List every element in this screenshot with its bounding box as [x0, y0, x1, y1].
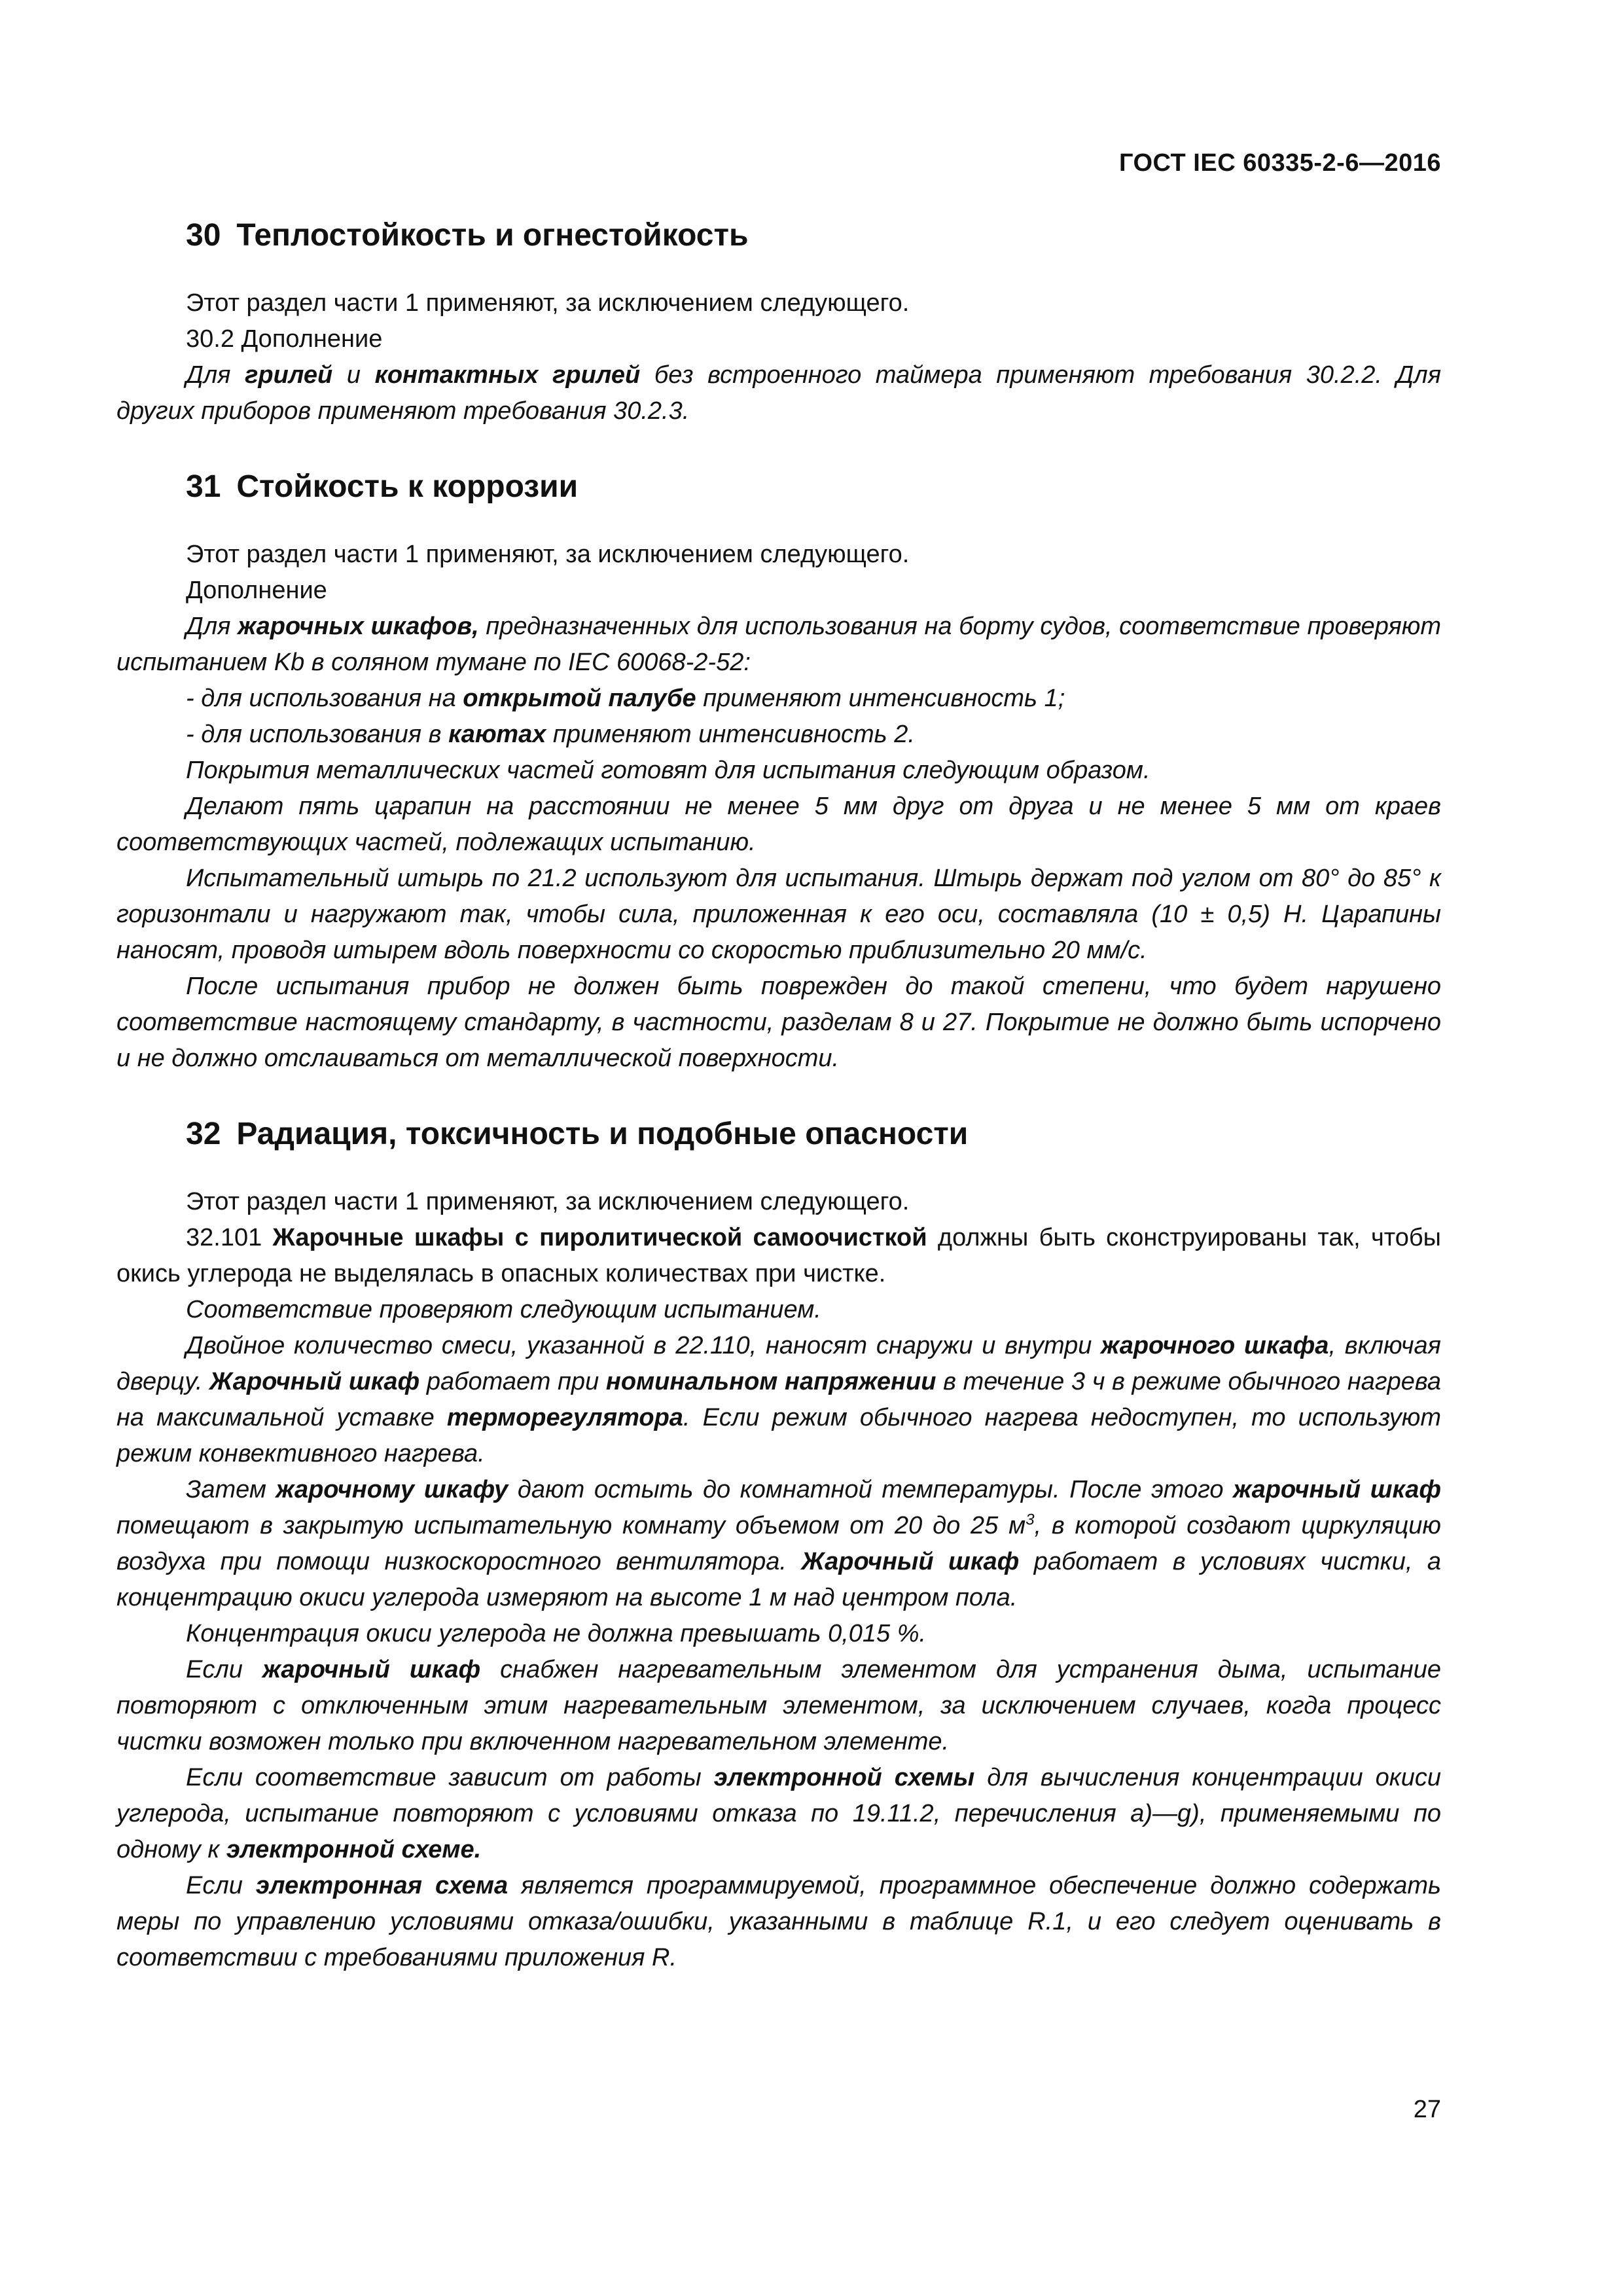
superscript: 3	[1026, 1511, 1035, 1529]
paragraph: Покрытия металлических частей готовят для испытания следующим образом.	[186, 757, 1150, 784]
clause-label: Дополнение	[186, 577, 327, 604]
section-title: Стойкость к коррозии	[236, 469, 579, 504]
defined-term: грилей	[245, 361, 333, 389]
paragraph: После испытания прибор не должен быть поврежден до такой степени, что будет нарушено соответствие настоящему стандарту, в частности, разделам 8 и 27. Покрытие не должно быть испорчено и не должно отслаиваться от металлической поверхности.	[116, 973, 1441, 1072]
paragraph: Соответствие проверяют следующим испытанием.	[186, 1296, 821, 1323]
paragraph: Этот раздел части 1 применяют, за исключением следующего.	[186, 1188, 910, 1215]
list-item: - для использования в каютах применяют интенсивность 2.	[186, 721, 915, 748]
clause-paragraph: 32.101 Жарочные шкафы с пиролитической самоочисткой должны быть сконструированы так, чтобы окись углерода не выделялась в опасных количествах при чистке.	[116, 1224, 1441, 1287]
paragraph: Концентрация окиси углерода не должна превышать 0,015 %.	[186, 1620, 927, 1647]
defined-term: номинальном напряжении	[605, 1368, 936, 1395]
page-number: 27	[1413, 2096, 1441, 2123]
defined-term: жарочный шкаф	[262, 1656, 481, 1683]
defined-term: Жарочный шкаф	[209, 1368, 420, 1395]
defined-term: Жарочный шкаф	[801, 1548, 1020, 1575]
paragraph: Если электронная схема является программируемой, программное обеспечение должно содержать меры по управлению условиями отказа/ошибки, указанными в таблице R.1, и его следует оценивать в соответствии с требованиями приложения R.	[116, 1872, 1441, 1971]
paragraph: Испытательный штырь по 21.2 используют для испытания. Штырь держат под углом от 80° до 85° к горизонтали и нагружают так, чтобы сила, приложенная к его оси, составляла (10 ± 0,5) Н. Царапины наносят, проводя штырем вдоль поверхности со скоростью приблизительно 20 мм/с.	[116, 865, 1441, 964]
section-number: 31	[186, 469, 221, 504]
defined-term: жарочных шкафов,	[238, 613, 479, 640]
paragraph: Двойное количество смеси, указанной в 22.110, наносят снаружи и внутри жарочного шкафа, включая дверцу. Жарочный шкаф работает при номинальном напряжении в течение 3 ч в режиме обычного нагрева на максимальной уставке терморегулятора. Если режим обычного нагрева недоступен, то используют режим конвективного нагрева.	[116, 1332, 1441, 1467]
section-title: Теплостойкость и огнестойкость	[236, 218, 749, 253]
page-content	[116, 216, 1441, 1976]
defined-term: жарочный шкаф	[1233, 1476, 1441, 1503]
paragraph: Для грилей и контактных грилей без встроенного таймера применяют требования 30.2.2. Для других приборов применяют требования 30.2.3.	[116, 361, 1442, 425]
paragraph: Делают пять царапин на расстоянии не менее 5 мм друг от друга и не менее 5 мм от краев соответствующих частей, подлежащих испытанию.	[116, 793, 1441, 856]
paragraph: Этот раздел части 1 применяют, за исключением следующего.	[186, 289, 910, 317]
section-30-heading	[116, 216, 1441, 255]
defined-term: терморегулятора	[446, 1404, 683, 1431]
defined-term: Жарочные шкафы с пиролитической самоочисткой	[272, 1224, 927, 1251]
defined-term: контактных грилей	[374, 361, 641, 389]
section-number: 32	[186, 1117, 221, 1151]
clause-label: 30.2 Дополнение	[186, 325, 383, 353]
section-title: Радиация, токсичность и подобные опасности	[236, 1117, 969, 1151]
defined-term: жарочного шкафа	[1101, 1332, 1329, 1359]
defined-term: открытой палубе	[463, 685, 696, 712]
section-number: 30	[186, 218, 221, 253]
paragraph: Затем жарочному шкафу дают остыть до комнатной температуры. После этого жарочный шкаф помещают в закрытую испытательную комнату объемом от 20 до 25 $м^3$, в которой создают циркуляцию воздуха при помощи низкоскоростного вентилятора. Жарочный шкаф работает в условиях чистки, а концентрацию окиси углерода измеряют на высоте 1 м над центром пола.	[116, 1476, 1441, 1611]
defined-term: электронной схеме.	[226, 1836, 482, 1863]
defined-term: каютах	[448, 721, 546, 748]
paragraph: Если соответствие зависит от работы электронной схемы для вычисления концентрации окиси углерода, испытание повторяют с условиями отказа по 19.11.2, перечисления a)—g), применяемыми по одному к электронной схеме.	[116, 1764, 1441, 1863]
standard-designation: ГОСТ IEC 60335-2-6—2016	[1118, 149, 1441, 177]
paragraph: Этот раздел части 1 применяют, за исключением следующего.	[186, 541, 910, 568]
paragraph: Если жарочный шкаф снабжен нагревательным элементом для устранения дыма, испытание повторяют с отключенным этим нагревательным элементом, за исключением случаев, когда процесс чистки возможен только при включенном нагревательном элементе.	[116, 1656, 1441, 1755]
paragraph: Для жарочных шкафов, предназначенных для использования на борту судов, соответствие проверяют испытанием Kb в соляном тумане по IEC 60068-2-52:	[116, 613, 1441, 676]
section-31-heading	[116, 467, 1441, 507]
section-32-heading	[116, 1115, 1441, 1154]
defined-term: жарочному шкафу	[276, 1476, 508, 1503]
defined-term: электронной схемы	[713, 1764, 975, 1791]
defined-term: электронная схема	[255, 1872, 508, 1899]
list-item: - для использования на открытой палубе применяют интенсивность 1;	[186, 685, 1065, 712]
